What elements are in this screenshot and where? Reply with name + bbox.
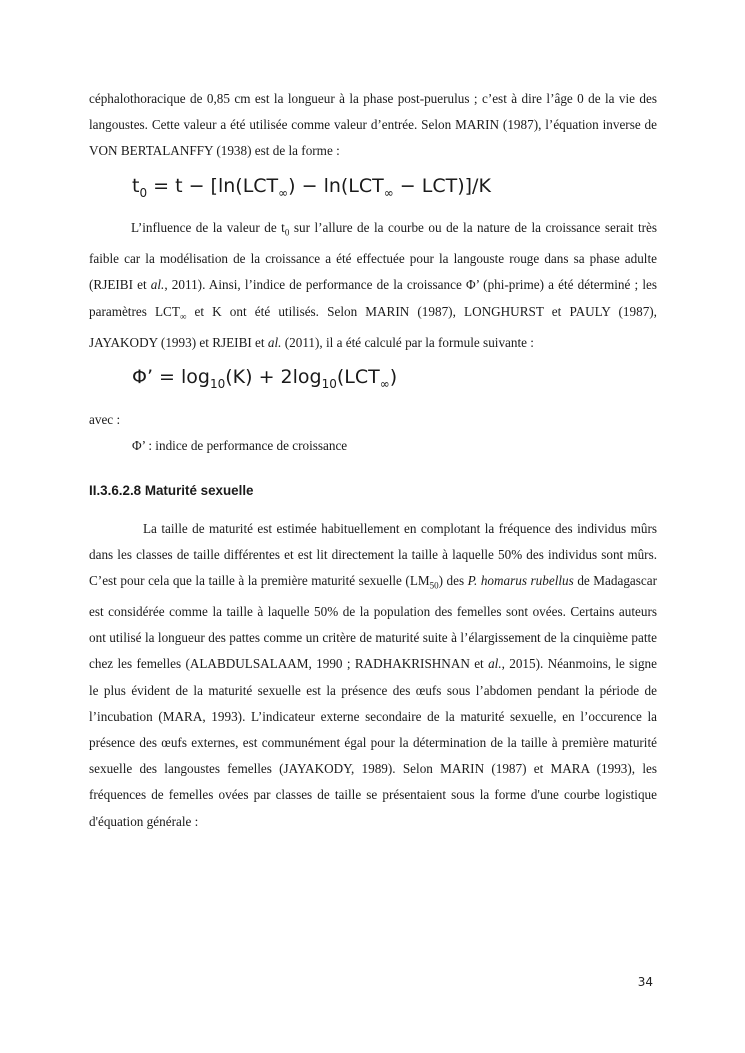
equation-phi-prime: Φ’ = $\log_{10}(K) + 2\log_{10}(LCT_\infty)$ xyxy=(132,365,398,391)
paragraph-intro: céphalothoracique de 0,85 cm est la longueur à la phase post-puerulus ; c’est à dire l’âge 0 de la vie des langoustes. Cette valeur a été utilisée comme valeur d’entrée. Selon MARIN (1987), l’équation inverse de VON BERTALANFFY (1938) est de la forme : xyxy=(89,91,657,159)
paragraph-phi-prime: L’influence de la valeur de $t_0$ sur l’allure de la courbe ou de la nature de la croissance serait très faible car la modélisation de la croissance a été effectuée pour la langouste rouge dans sa phase adulte (RJEIBI et al., 2011). Ainsi, l’indice de performance de la croissance Φ’ (phi-prime) a été déterminé ; les paramètres $LCT_\infty$ et K ont été utilisés. Selon MARIN (1987), LONGHURST et PAULY (1987), JAYAKODY (1993) et RJEIBI et al. (2011), il a été calculé par la formule suivante : xyxy=(89,220,657,350)
paragraph-maturite: La taille de maturité est estimée habituellement en complotant la fréquence des individus mûrs dans les classes de taille différentes et est lit directement la taille à laquelle 50% des individus sont mûrs. C’est pour cela que la taille à la première maturité sexuelle $(LM_{50})$ des P. homarus rubellus de Madagascar est considérée comme la taille à laquelle 50% de la population des femelles sont ovées. Certains auteurs ont utilisé la longueur des pattes comme un critère de maturité suite à l’élargissement de la cinquième patte chez les femelles (ALABDULSALAAM, 1990 ; RADHAKRISHNAN et al., 2015). Néanmoins, le signe le plus évident de la maturité sexuelle est la présence des œufs sous l’abdomen pendant la période de l’incubation (MARA, 1993). L’indicateur externe secondaire de la maturité sexuelle, en l’occurence la présence des œufs externes, est communément égal pour la détermination de la taille à première maturité sexuelle des langoustes femelles (JAYAKODY, 1989). Selon MARIN (1987) et MARA (1993), les fréquences de femelles ovées par classes de taille se présentaient sous la forme d'une courbe logistique d'équation générale : xyxy=(89,520,658,829)
avec-label: avec : xyxy=(89,411,121,427)
phi-prime-definition: Φ’ : indice de performance de croissance xyxy=(132,437,348,453)
page-number: 34 xyxy=(637,975,653,989)
equation-inverse-von-bertalanffy: $t_0 = t - [\ln(LCT_\infty) - \ln(LCT_\infty - LCT)]/K$ xyxy=(132,174,491,200)
page-content xyxy=(89,86,657,835)
section-heading: II.3.6.2.8 Maturité sexuelle xyxy=(89,482,254,498)
